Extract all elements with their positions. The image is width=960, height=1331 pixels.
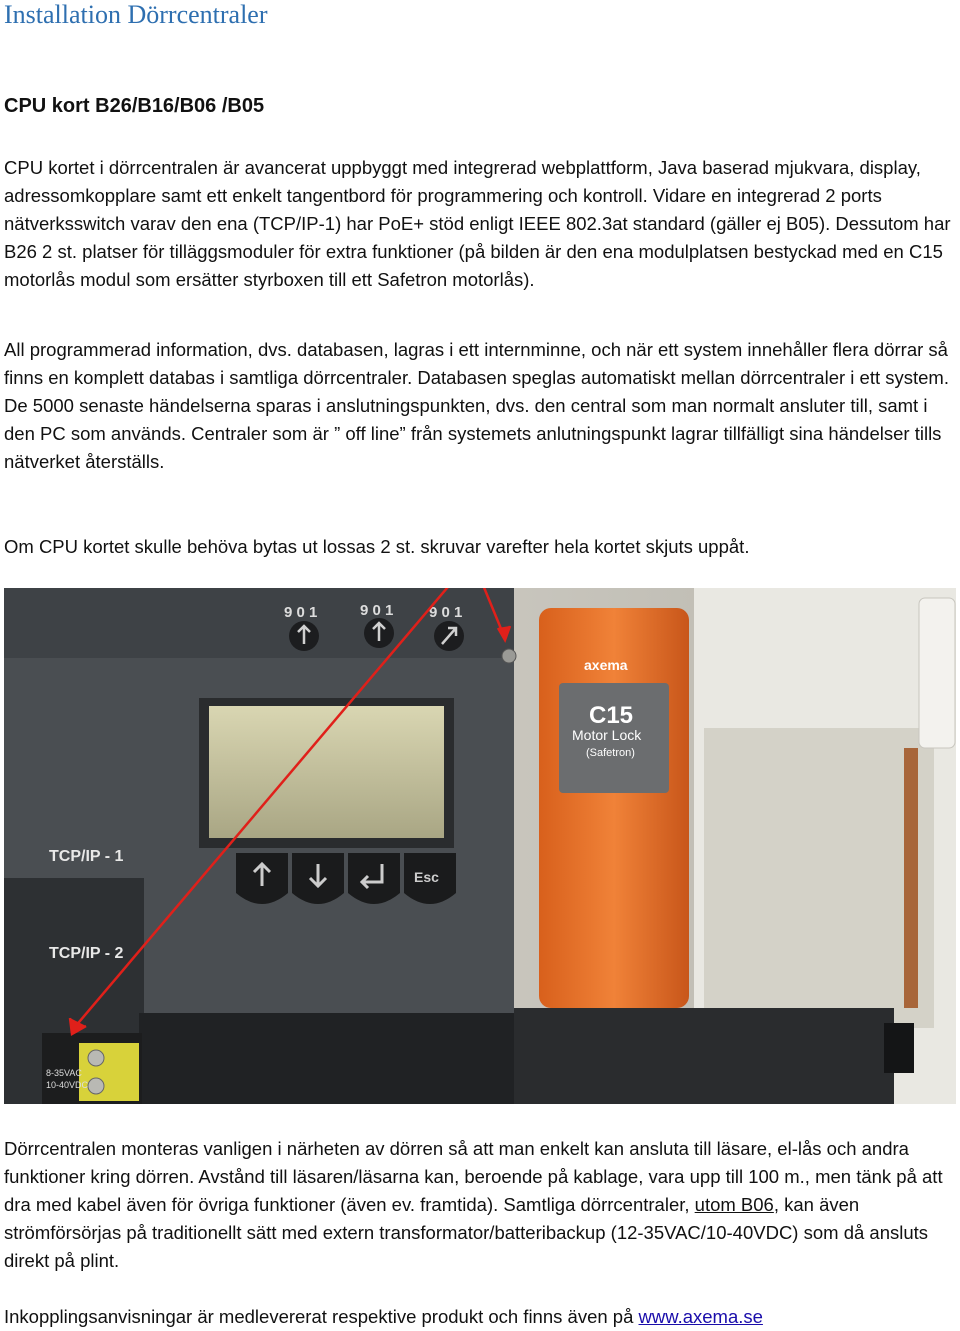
paragraph-mounting — [4, 1135, 952, 1275]
terminal-block — [79, 1043, 139, 1101]
lcd-display — [209, 706, 444, 838]
bottom-block-right — [514, 1008, 894, 1104]
module-brand: axema — [584, 657, 628, 673]
dial-3-label: 9 0 1 — [429, 604, 463, 621]
paragraph-cpu-description: CPU kortet i dörrcentralen är avancerat uppbyggt med integrerad webplattform, Java baserad mjukvara, display, adressomkopplare samt ett enkelt tangentbord för programmering och kontroll. Vidare en integrerad 2 ports nätverksswitch varav den ena (TCP/IP-1) har PoE+ stöd enligt IEEE 802.3at standard (gäller ej B05). Dessutom har B26 2 st. platser för tilläggsmoduler för extra funktioner (på bilden är den ena modulplatsen bestyckad med en C15 motorlås modul som ersätter styrboxen till ett Safetron motorlås). — [4, 157, 951, 290]
key-esc-label: Esc — [414, 869, 439, 885]
instructions-text: Inkopplingsanvisningar är medlevererat respektive produkt och finns även på — [4, 1306, 639, 1327]
dial-1-label: 9 0 1 — [284, 604, 318, 621]
key-enter — [348, 853, 400, 904]
hinge — [919, 598, 955, 748]
axema-website-link[interactable]: www.axema.se — [638, 1306, 763, 1327]
section-heading: CPU kort B26/B16/B06 /B05 — [4, 95, 265, 117]
module-subname: (Safetron) — [586, 747, 635, 759]
wood-strip — [904, 748, 918, 1008]
device-photo — [4, 588, 956, 1104]
paragraph-instructions — [4, 1303, 952, 1331]
bottom-block-left — [139, 1013, 519, 1104]
enclosure-inner-panel — [704, 728, 934, 1028]
document-title: Installation Dörrcentraler — [4, 0, 268, 29]
module-name: Motor Lock — [572, 727, 642, 743]
mounting-text-1: Dörrcentralen monteras vanligen i närheten av dörren så att man enkelt kan ansluta till läsare, el-lås och andra funktioner kring dörren. Avstånd till läsaren/läsarna kan, beroende på kablage, vara upp till 100 m., men tänk på att dra med kabel även för övriga funktioner (även ev. framtida). Samtliga dörrcentraler, — [4, 1138, 943, 1215]
terminal-label-1: 8-35VAC — [46, 1068, 82, 1078]
mounting-underlined: utom B06 — [694, 1194, 774, 1215]
terminal-label-2: 10-40VDC — [46, 1080, 89, 1090]
screw — [502, 649, 516, 663]
tcp1-label: TCP/IP - 1 — [49, 848, 124, 865]
paragraph-replacement: Om CPU kortet skulle behöva bytas ut lossas 2 st. skruvar varefter hela kortet skjuts uppåt. — [4, 536, 750, 557]
module-model: C15 — [589, 702, 634, 729]
mounting-text-2: , kan även strömförsörjas på traditionellt sätt med extern transformator/batteribackup (12-35VAC/10-40VDC) som då ansluts direkt på plint. — [4, 1194, 929, 1271]
dial-2-label: 9 0 1 — [360, 602, 394, 619]
c15-motor-lock-module — [539, 608, 689, 1008]
bottom-connector — [884, 1023, 914, 1073]
paragraph-database: All programmerad information, dvs. databasen, lagras i ett internminne, och när ett system innehåller flera dörrar så finns en komplett databas i samtliga dörrcentraler. Databasen speglas automatiskt mellan dörrcentraler i ett system. De 5000 senaste händelserna sparas i anslutningspunkten, dvs. den central som man normalt ansluter till, samt i den PC som används. Centraler som är ” off line” från systemets anlutningspunkt lagrar tillfälligt sina händelser tills nätverket återställs. — [4, 339, 949, 472]
tcp2-label: TCP/IP - 2 — [49, 945, 124, 962]
